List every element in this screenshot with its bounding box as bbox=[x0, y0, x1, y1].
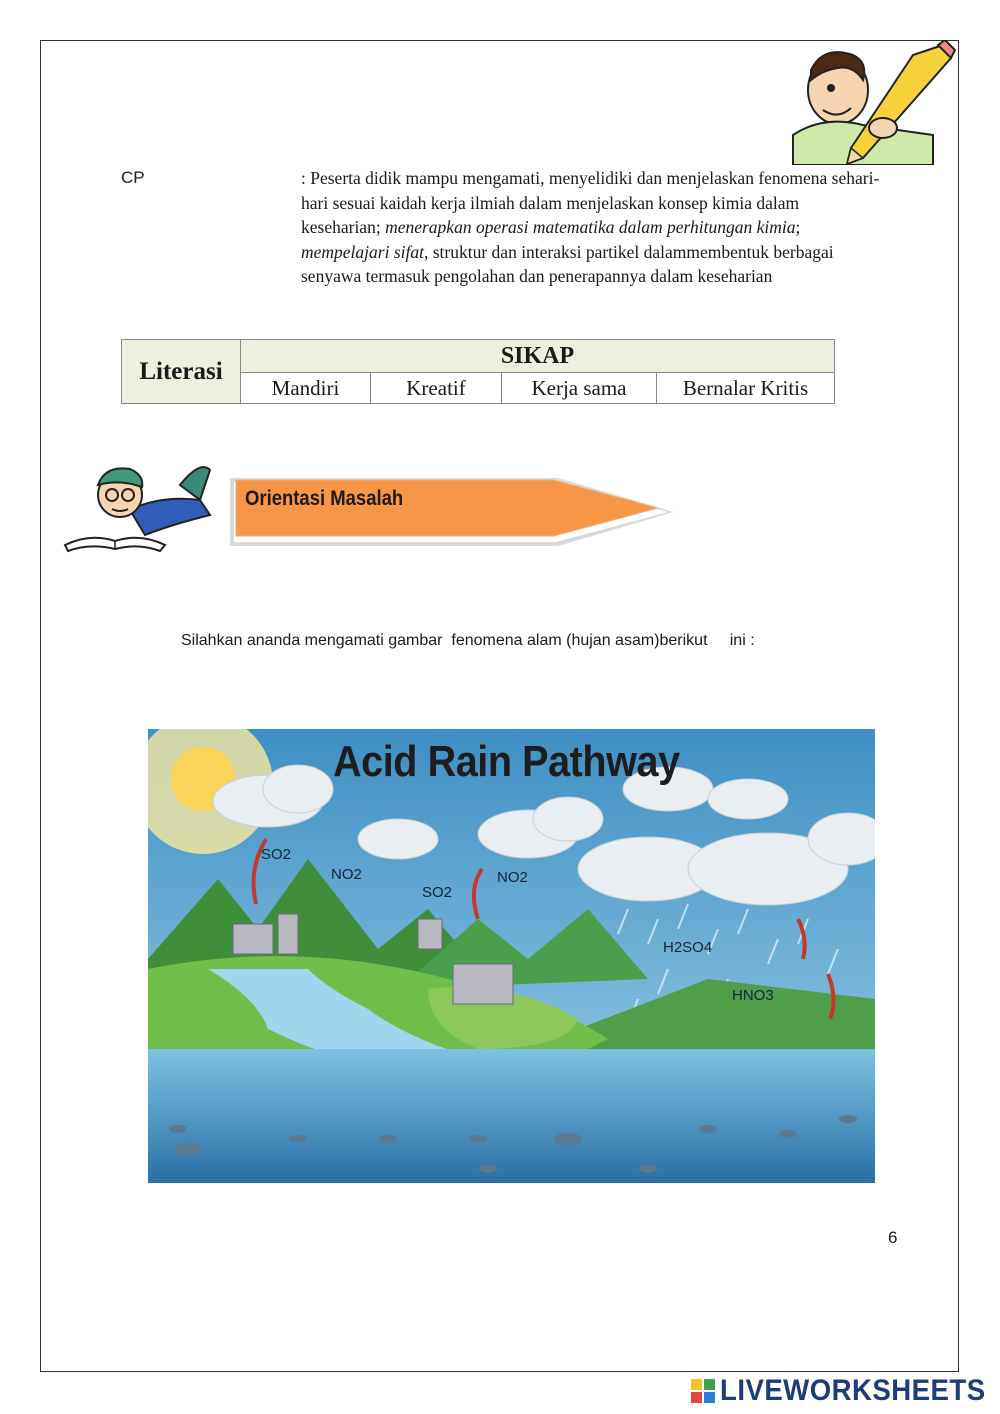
boy-reading-book-icon bbox=[60, 455, 220, 555]
attr-mandiri: Mandiri bbox=[241, 373, 371, 404]
attitude-table bbox=[121, 339, 835, 404]
attr-kreatif: Kreatif bbox=[371, 373, 502, 404]
page-number: 6 bbox=[888, 1228, 898, 1247]
liveworksheets-brand[interactable] bbox=[690, 1374, 1000, 1408]
section-title: Orientasi Masalah bbox=[245, 487, 404, 510]
label-so2-2: SO2 bbox=[422, 884, 453, 901]
figure-title: Acid Rain Pathway bbox=[333, 737, 680, 786]
cp-description bbox=[301, 166, 881, 289]
brand-name: LIVEWORKSHEETS bbox=[720, 1374, 986, 1407]
attr-bernalar-kritis: Bernalar Kritis bbox=[657, 373, 835, 404]
cp-text-part-2: ; bbox=[795, 217, 801, 238]
attr-kerja-sama: Kerja sama bbox=[502, 373, 657, 404]
cp-text-part-1: : Peserta didik mampu mengamati, menyelidiki dan menjelaskan fenomena sehari-hari sesuai kaidah kerja ilmiah dalam menjelaskan konsep kimia dalam keseharian; bbox=[301, 168, 880, 238]
cp-text-part-3: , struktur dan interaksi partikel dalammembentuk berbagai senyawa termasuk pengolahan dan penerapannya dalam keseharian bbox=[301, 241, 834, 287]
instruction-text: Silahkan ananda mengamati gambar fenomena alam (hujan asam)berikut ini : bbox=[181, 632, 755, 649]
cp-text-italic-2: mempelajari sifat bbox=[301, 241, 424, 262]
cp-text-italic-1: menerapkan operasi matematika dalam perhitungan kimia bbox=[385, 217, 796, 238]
acid-rain-scene bbox=[148, 729, 875, 1183]
label-hno3: HNO3 bbox=[732, 987, 774, 1004]
boy-with-pencil-icon bbox=[783, 40, 959, 165]
label-no2-1: NO2 bbox=[331, 866, 362, 883]
cp-label: CP bbox=[121, 168, 145, 187]
liveworksheets-logo-icon bbox=[690, 1378, 716, 1404]
literasi-cell: Literasi bbox=[122, 340, 241, 404]
label-no2-2: NO2 bbox=[497, 869, 528, 886]
acid-rain-illustration bbox=[148, 729, 875, 1183]
section-banner bbox=[228, 474, 678, 550]
label-so2-1: SO2 bbox=[261, 846, 292, 863]
sikap-header: SIKAP bbox=[241, 340, 835, 373]
label-h2so4: H2SO4 bbox=[663, 939, 713, 956]
